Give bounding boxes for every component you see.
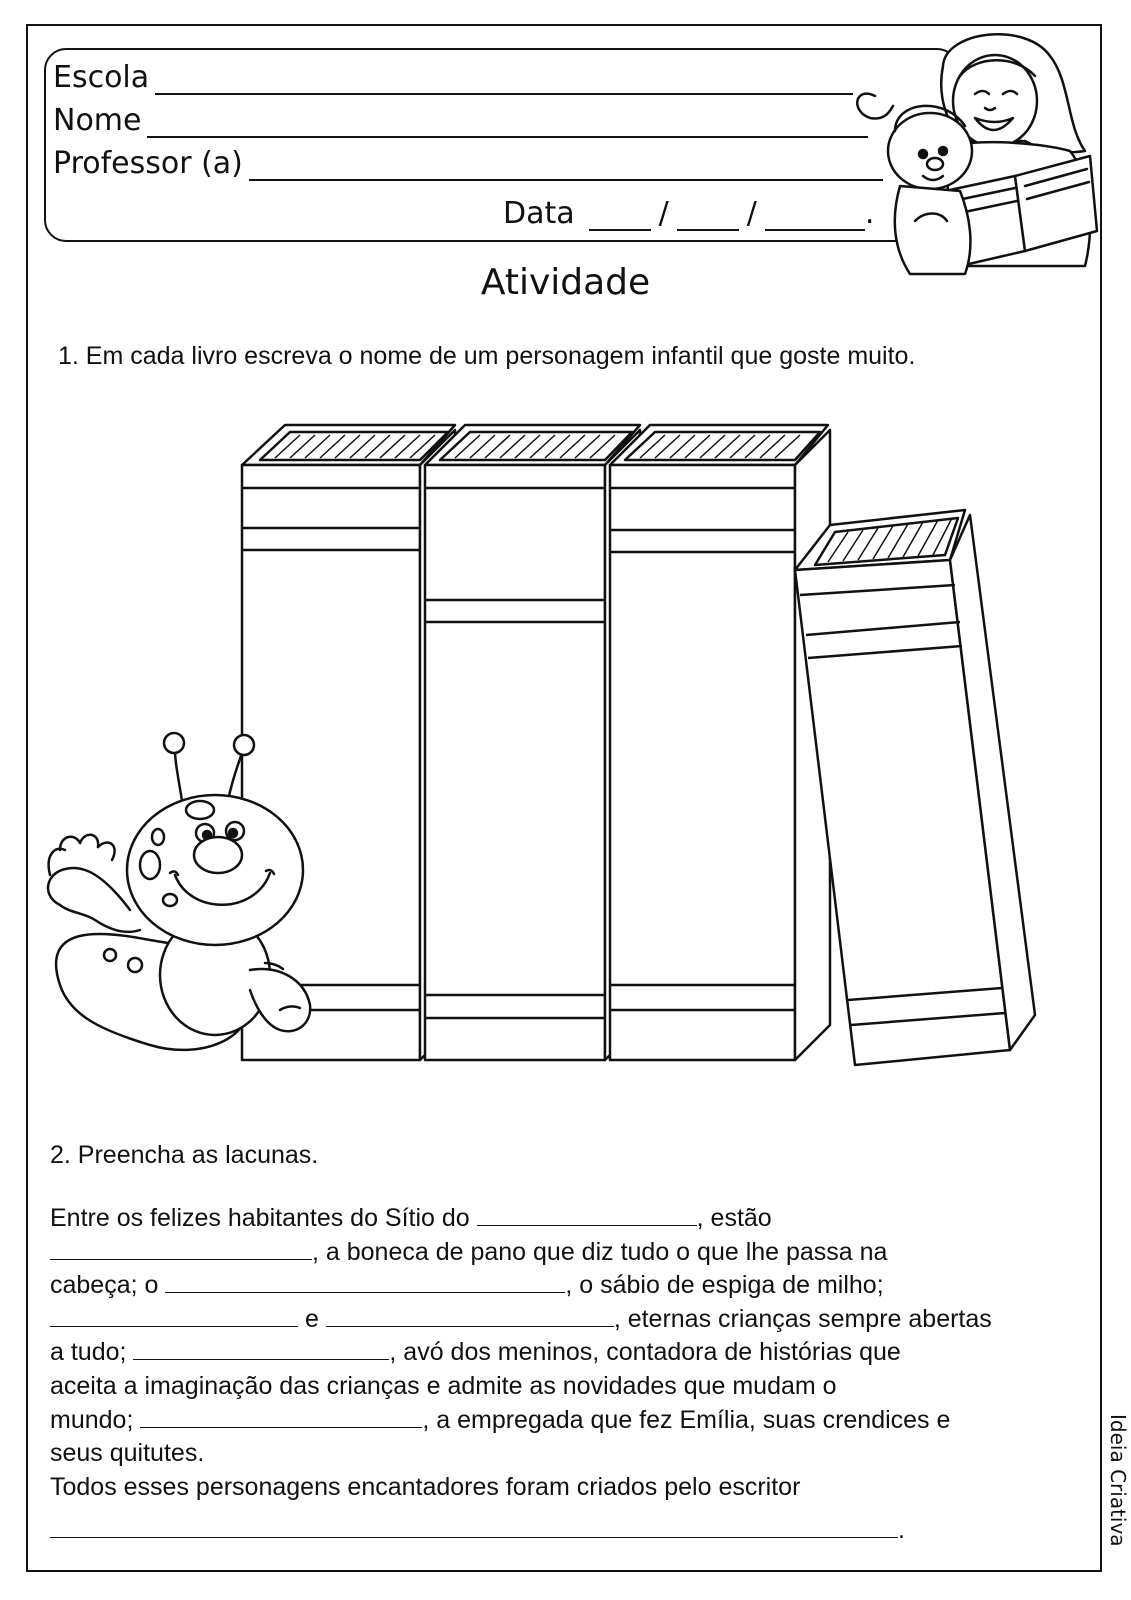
paragraph-line-8: seus quitutes. [50, 1439, 205, 1468]
mother-reading-child-illustration [835, 26, 1105, 286]
books-illustration [230, 410, 1060, 1080]
date-label: Data [503, 196, 575, 231]
paragraph-line-6: aceita a imaginação das crianças e admite as novidades que mudam o [50, 1371, 837, 1400]
blank-cook[interactable] [140, 1405, 422, 1428]
text-l3a: cabeça; o [50, 1271, 159, 1300]
school-label: Escola [53, 60, 150, 95]
text-l4b: , eternas crianças sempre abertas [613, 1304, 992, 1333]
text-l4a: e [304, 1304, 319, 1333]
teacher-field[interactable] [53, 146, 883, 181]
credit-text: Ideia Criativa [1106, 1414, 1130, 1547]
date-sep-1: / [658, 196, 669, 231]
text-l1b: , estão [696, 1204, 772, 1232]
blank-writer[interactable] [50, 1515, 898, 1538]
text-l3b: , o sábio de espiga de milho; [565, 1271, 884, 1300]
date-month-blank[interactable] [677, 205, 739, 231]
school-line[interactable] [155, 67, 853, 95]
date-field[interactable] [503, 196, 874, 231]
paragraph-line-3 [50, 1269, 1090, 1303]
paragraph-line-4 [50, 1303, 1090, 1337]
blank-child-2[interactable] [326, 1304, 614, 1327]
caterpillar-illustration [40, 725, 330, 1065]
date-sep-2: / [746, 196, 757, 231]
paragraph-line-5 [50, 1336, 1090, 1370]
date-day-blank[interactable] [589, 205, 651, 231]
text-l10: . [898, 1516, 905, 1545]
paragraph-line-7 [50, 1404, 1090, 1438]
date-end: . [864, 196, 875, 231]
question-2: 2. Preencha as lacunas. [50, 1141, 319, 1169]
school-field[interactable] [53, 60, 853, 95]
paragraph-line-9: Todos esses personagens encantadores foram criados pelo escritor [50, 1472, 801, 1501]
paragraph-line-10 [50, 1514, 1090, 1548]
blank-sitio[interactable] [477, 1203, 697, 1226]
blank-child-1[interactable] [50, 1304, 298, 1327]
name-field[interactable] [53, 103, 868, 138]
fill-blanks-paragraph [50, 1202, 1090, 1548]
question-1: 1. Em cada livro escreva o nome de um personagem infantil que goste muito. [58, 342, 916, 370]
teacher-label: Professor (a) [53, 146, 243, 181]
text-l5b: , avó dos meninos, contadora de histórias que [389, 1338, 901, 1367]
page-title: Atividade [480, 262, 651, 303]
text-l7b: , a empregada que fez Emília, suas crendices e [422, 1405, 951, 1434]
text-l1a: Entre os felizes habitantes do Sítio do [50, 1204, 470, 1232]
teacher-line[interactable] [249, 153, 883, 181]
text-l2: , a boneca de pano que diz tudo o que lhe passa na [312, 1237, 888, 1266]
blank-grandmother[interactable] [133, 1337, 389, 1360]
text-l5a: a tudo; [50, 1338, 127, 1367]
name-label: Nome [53, 103, 142, 138]
paragraph-line-2 [50, 1236, 1090, 1270]
paragraph-line-1 [50, 1202, 1090, 1236]
name-line[interactable] [147, 110, 868, 138]
blank-emilia[interactable] [50, 1237, 312, 1260]
text-l7a: mundo; [50, 1405, 134, 1434]
blank-visconde[interactable] [165, 1270, 565, 1293]
